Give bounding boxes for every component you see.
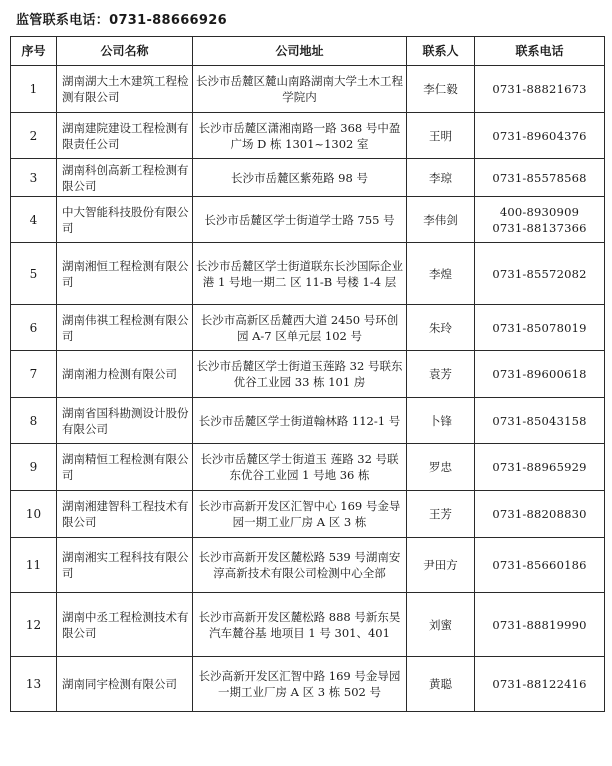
contact-phone (475, 657, 605, 712)
table-row (11, 197, 605, 243)
phone-number: 0731-89604376 (492, 128, 587, 143)
company-name: 湖南湘力检测有限公司 (57, 351, 193, 398)
header-contact: 联系人 (407, 37, 475, 66)
table-row (11, 538, 605, 593)
contact-person: 尹田方 (407, 538, 475, 593)
header-phone: 联系电话 (475, 37, 605, 66)
table-row (11, 305, 605, 351)
contact-phone (475, 398, 605, 444)
row-number: 13 (11, 657, 57, 712)
company-table (10, 36, 605, 712)
company-address: 长沙市岳麓区学士街道玉莲路 32 号联东优谷工业园 33 栋 101 房 (193, 351, 407, 398)
phone-number: 0731-85572082 (492, 266, 587, 281)
company-address: 长沙高新开发区汇智中路 169 号金导园一期工业厂房 A 区 3 栋 502 号 (193, 657, 407, 712)
row-number: 11 (11, 538, 57, 593)
table-row (11, 159, 605, 197)
contact-person: 刘蜜 (407, 593, 475, 657)
table-row (11, 113, 605, 159)
contact-phone (475, 243, 605, 305)
header-company: 公司名称 (57, 37, 193, 66)
contact-person: 李琼 (407, 159, 475, 197)
contact-phone (475, 113, 605, 159)
table-row (11, 351, 605, 398)
row-number: 9 (11, 444, 57, 491)
contact-phone (475, 66, 605, 113)
row-number: 12 (11, 593, 57, 657)
company-name: 湖南建院建设工程检测有限责任公司 (57, 113, 193, 159)
contact-person: 李伟剑 (407, 197, 475, 243)
company-address: 长沙市高新区岳麓西大道 2450 号环创园 A-7 区单元层 102 号 (193, 305, 407, 351)
company-name: 湖南湘实工程科技有限公司 (57, 538, 193, 593)
row-number: 2 (11, 113, 57, 159)
company-name: 湖南精恒工程检测有限公司 (57, 444, 193, 491)
contact-phone (475, 538, 605, 593)
header-address: 公司地址 (193, 37, 407, 66)
contact-phone (475, 491, 605, 538)
company-name: 湖南湘恒工程检测有限公司 (57, 243, 193, 305)
contact-phone (475, 159, 605, 197)
row-number: 6 (11, 305, 57, 351)
contact-person: 王明 (407, 113, 475, 159)
phone-number: 400-8930909 (499, 204, 580, 219)
company-address: 长沙市高新开发区麓松路 888 号新东昊汽车麓谷基 地项目 1 号 301、401 (193, 593, 407, 657)
row-number: 5 (11, 243, 57, 305)
table-body (11, 66, 605, 712)
company-name: 湖南省国科勘测设计股份有限公司 (57, 398, 193, 444)
phone-number: 0731-88208830 (492, 507, 587, 521)
company-name: 湖南科创高新工程检测有限公司 (57, 159, 193, 197)
row-number: 8 (11, 398, 57, 444)
table-row (11, 398, 605, 444)
row-number: 4 (11, 197, 57, 243)
table-row (11, 491, 605, 538)
phone-number: 0731-88819990 (492, 617, 587, 632)
contact-phone (475, 197, 605, 243)
company-name: 湖南中丞工程检测技术有限公司 (57, 593, 193, 657)
company-address: 长沙市岳麓区学士街道学士路 755 号 (193, 197, 407, 243)
company-address: 长沙市岳麓区麓山南路湖南大学土木工程学院内 (193, 66, 407, 113)
company-address: 长沙市岳麓区学士街道翰林路 112-1 号 (193, 398, 407, 444)
company-name: 湖南湘建智科工程技术有限公司 (57, 491, 193, 538)
table-row (11, 444, 605, 491)
company-address: 长沙市高新开发区汇智中心 169 号金导园一期工业厂房 A 区 3 栋 (193, 491, 407, 538)
company-address: 长沙市岳麓区学士街道玉 莲路 32 号联东优谷工业园 1 号地 36 栋 (193, 444, 407, 491)
header-no: 序号 (11, 37, 57, 66)
company-address: 长沙市高新开发区麓松路 539 号湖南安淳高新技术有限公司检测中心全部 (193, 538, 407, 593)
contact-person: 李仁毅 (407, 66, 475, 113)
phone-number: 0731-88122416 (492, 677, 587, 691)
company-address: 长沙市岳麓区潇湘南路一路 368 号中盈广场 D 栋 1301~1302 室 (193, 113, 407, 159)
contact-phone (475, 305, 605, 351)
phone-number: 0731-88821673 (492, 82, 587, 96)
company-name: 湖南伟祺工程检测有限公司 (57, 305, 193, 351)
phone-number: 0731-85660186 (492, 558, 587, 572)
contact-person: 朱玲 (407, 305, 475, 351)
contact-phone (475, 444, 605, 491)
company-name: 湖南同宇检测有限公司 (57, 657, 193, 712)
table-row (11, 593, 605, 657)
table-row (11, 243, 605, 305)
company-name: 湖南湖大土木建筑工程检测有限公司 (57, 66, 193, 113)
document-page (10, 6, 604, 712)
table-row (11, 66, 605, 113)
row-number: 7 (11, 351, 57, 398)
contact-person: 袁芳 (407, 351, 475, 398)
table-header-row (11, 37, 605, 66)
contact-phone (475, 593, 605, 657)
company-address: 长沙市岳麓区紫苑路 98 号 (193, 159, 407, 197)
supervisor-phone-line: 监管联系电话：0731-88666926 (16, 13, 227, 28)
contact-person: 黄聪 (407, 657, 475, 712)
phone-number: 0731-85043158 (492, 413, 587, 428)
contact-phone (475, 351, 605, 398)
contact-person: 李煌 (407, 243, 475, 305)
table-row (11, 657, 605, 712)
contact-person: 罗忠 (407, 444, 475, 491)
phone-number: 0731-85078019 (492, 320, 587, 335)
company-address: 长沙市岳麓区学士街道联东长沙国际企业港 1 号地一期二 区 11-B 号楼 1-4 层 (193, 243, 407, 305)
contact-person: 王芳 (407, 491, 475, 538)
row-number: 1 (11, 66, 57, 113)
row-number: 3 (11, 159, 57, 197)
phone-number: 0731-85578568 (492, 170, 587, 185)
phone-number: 0731-88965929 (492, 460, 587, 474)
contact-person: 卜锋 (407, 398, 475, 444)
phone-number: 0731-89600618 (492, 367, 587, 381)
row-number: 10 (11, 491, 57, 538)
company-name: 中大智能科技股份有限公司 (57, 197, 193, 243)
phone-number: 0731-88137366 (492, 220, 587, 235)
